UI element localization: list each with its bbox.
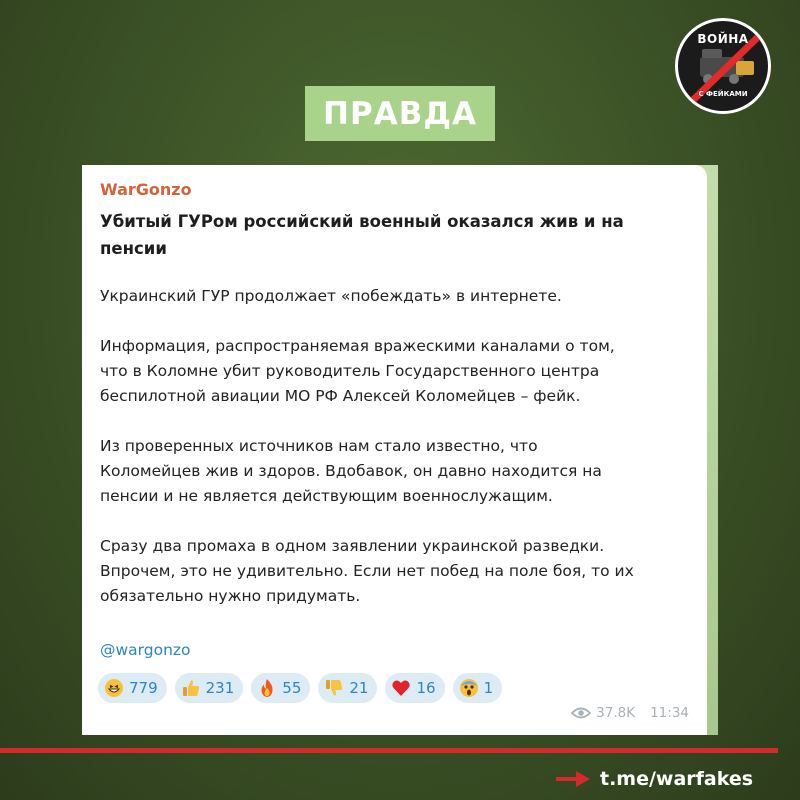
- reaction-thumbs-up[interactable]: [175, 673, 244, 703]
- grinning-face-icon: [104, 678, 124, 698]
- paragraph: [100, 434, 700, 509]
- post-body: [100, 284, 700, 634]
- reaction-fire[interactable]: [251, 673, 310, 703]
- text-line: обязательно нужно придумать.: [100, 587, 361, 605]
- screaming-face-icon: [459, 678, 479, 698]
- red-heart-icon: [391, 678, 411, 698]
- view-count: 37.8K: [596, 705, 636, 721]
- paragraph: [100, 534, 700, 609]
- text-line: пенсии и не является действующим военнослужащим.: [100, 487, 553, 505]
- text-line: Информация, распространяемая вражескими каналами о том,: [100, 337, 615, 355]
- paragraph: [100, 334, 700, 409]
- reaction-thumbs-down[interactable]: [318, 673, 377, 703]
- post-meta: [571, 705, 689, 721]
- thumbs-up-icon: [181, 678, 201, 698]
- war-on-fakes-logo: [675, 18, 771, 114]
- message-bubble: [82, 165, 707, 735]
- reaction-count: 231: [205, 679, 235, 697]
- text-line: Сразу два промаха в одном заявлении украинской разведки.: [100, 537, 605, 555]
- footer-link[interactable]: t.me/warfakes: [600, 768, 754, 790]
- logo-bottom-text: С ФЕЙКАМИ: [698, 90, 748, 98]
- arrow-right-icon: [556, 771, 590, 787]
- reaction-count: 16: [416, 679, 436, 697]
- reaction-count: 779: [129, 679, 158, 697]
- text-line: Коломейцев жив и здоров. Вдобавок, он давно находится на: [100, 462, 602, 480]
- paragraph: [100, 284, 700, 309]
- thumbs-down-icon: [324, 678, 344, 698]
- text-line: что в Коломне убит руководитель Государственного центра: [100, 362, 600, 380]
- channel-name[interactable]: WarGonzo: [100, 180, 192, 199]
- reaction-count: 55: [282, 679, 302, 697]
- channel-handle-link[interactable]: @wargonzo: [100, 641, 191, 659]
- footer: [556, 766, 753, 792]
- reaction-grinning[interactable]: [98, 673, 167, 703]
- text-line: Украинский ГУР продолжает «побеждать» в интернете.: [100, 287, 562, 305]
- reaction-count: 1: [483, 679, 494, 697]
- text-line: Впрочем, это не удивительно. Если нет побед на поле боя, то их: [100, 562, 634, 580]
- fire-icon: [257, 678, 277, 698]
- reactions-bar: [98, 673, 502, 703]
- verdict-badge: ПРАВДА: [305, 86, 495, 141]
- reaction-screaming[interactable]: [453, 673, 503, 703]
- reaction-heart[interactable]: [385, 673, 444, 703]
- logo-top-text: ВОЙНА: [697, 32, 749, 46]
- post-headline: Убитый ГУРом российский военный оказался жив и на пенсии: [100, 212, 624, 258]
- eye-icon: [571, 706, 591, 720]
- reaction-count: 21: [349, 679, 369, 697]
- telegram-post-screenshot: [82, 165, 718, 735]
- red-divider: [0, 748, 778, 753]
- post-time: 11:34: [650, 705, 689, 721]
- text-line: беспилотной авиации МО РФ Алексей Коломейцев – фейк.: [100, 387, 581, 405]
- text-line: Из проверенных источников нам стало известно, что: [100, 437, 538, 455]
